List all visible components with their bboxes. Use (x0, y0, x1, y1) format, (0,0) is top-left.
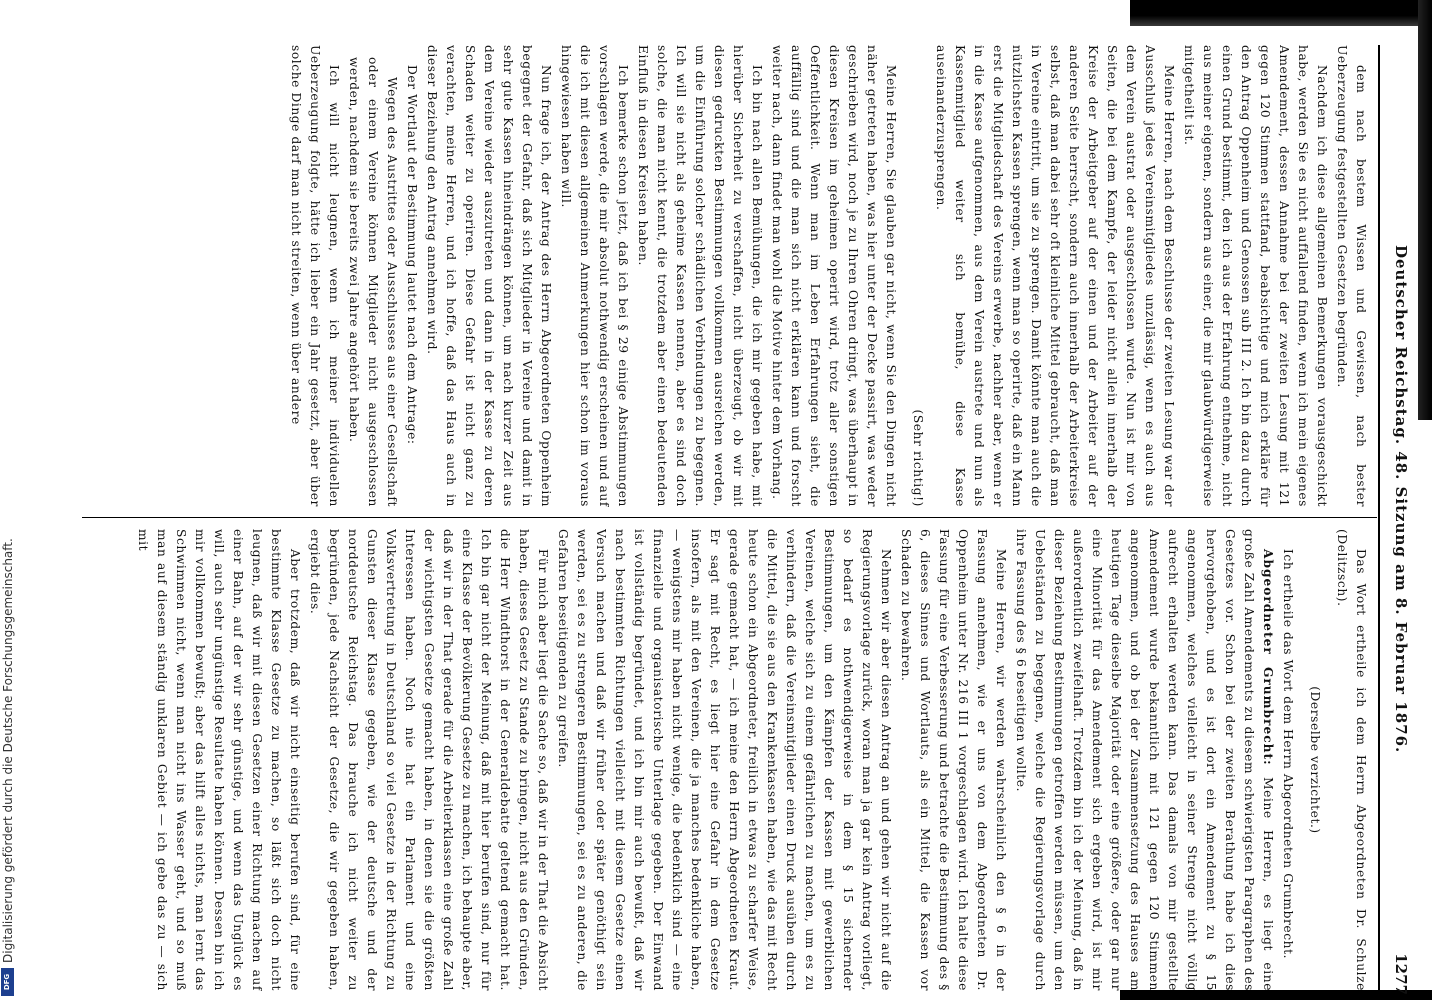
scan-edge-right (1418, 0, 1432, 420)
paragraph: Meine Herren, nach dem Beschlusse der zweiten Lesung war der Ausschluß jedes Vereinsmitgliedes unzulässig, wenn es auch aus dem Verein austrat oder ausgeschlossen wurde. Nun ist mir von Seiten, die bei dem Kampfe, der leider nicht allein innerhalb der Kreise der Arbeitgeber auf der einen und der Arbeiter auf der anderen Seite herrscht, sondern auch innerhalb der Arbeiterkreise selbst, daß man dabei sehr oft kleinliche Mittel gebraucht, daß man in Vereine eintritt, um sie zu sprengen. Damit könnte man auch die nützlichsten Kassen sprengen, wenn man so operirte, daß ein Mann erst die Mitgliedschaft des Vereins erwerbe, nachher aber, wenn er in die Kasse aufgenommen, aus dem Verein austrete und nun als Kassenmitglied weiter sich bemühe, diese Kasse auseinanderzusprengen. (934, 45, 1176, 507)
document-page (80, 45, 1410, 995)
speech-paragraph (1011, 529, 1277, 991)
paragraph: Meine Herren, Sie glauben gar nicht, wenn Sie den Dingen nicht näher getreten haben, was hier unter der Decke passirt, was weder geschrieben wird, noch je zu Ihren Ohren dringt, was überhaupt in diesen Kreisen im geheimen operirt wird, trotz aller sonstigen Oeffentlichkeit. Wenn man im Leben Erfahrungen sieht, die auffällig sind und die man sich nicht erklären kann und forscht weiter nach, dann findet man wohl die Motive hinter dem Vorhang. (770, 45, 898, 507)
dfg-logo (1, 968, 14, 996)
paragraph: dem nach bestem Wissen und Gewissen, nach bester Ueberzeugung festgestellten Gesetzen begründen. (1335, 45, 1368, 507)
dfg-logo-text: DFG (3, 973, 12, 991)
paragraph: Meine Herren, wir werden wahrscheinlich den § 6 in der Fassung annehmen, wie er uns von dem Abgeordneten Dr. Oppenheim unter Nr. 216 III 1 vorgeschlagen wird. Ich halte diese Fassung für eine Verbesserung und betrachte die Bestimmung des § 6, dieses Sinnes und Wortlauts, als ein Mittel, die Kassen vor Schaden zu bewahren. (899, 529, 1008, 991)
paragraph: Nehmen wir aber diesen Antrag an und gehen wir nicht auf die Regierungsvorlage zurück, woran man ja gar kein Antrag vorliegt, so bedarf es nothwendigerweise in dem § 15 sichernder Bestimmungen, um den Kämpfen der Kassen mit gewerblichen Vereinen, welche sich zu einem gefährlichen zu machen, um es zu verhindern, daß die Vereinsmitglieder einen Druck ausüben durch die Mittel, die sie aus den Krankenkassen haben, wie das mit Recht heute schon ein Abgeordneter, freilich in etwas zu scharfer Weise, gerade gemacht hat, — ich meine den Herrn Abgeordneten Kraut. Er sagt mit Recht, es liegt hier eine Gefahr in dem Gesetze insofern, als mit den Vereinen, die ja manches bedenkliche haben, — wenigstens mir haben nicht wenige, die bedenklich sind — eine finanzielle und organisatorische Unterlage gegeben. Der Einwand ist vollständig begründet, und ich bin mir auch bewußt, daß wir nach bestimmten Richtungen vielleicht mit diesem Gesetze einen Versuch machen und daß wir früher oder später genöthigt sein werden, sei es zu strengeren Bestimmungen, sei es zu anderen, die Gefahren beseitigenden zu greifen. (556, 529, 893, 991)
paragraph: Der Wortlaut der Bestimmung lautet nach dem Antrage: (405, 65, 419, 445)
paragraph: Ich bemerke schon jetzt, daß ich bei § 29 einige Abstimmungen vorschlagen werde, die mir absolut nothwendig erscheinen und auf die ich mit diesen allgemeinen Anmerkungen hier schon im voraus hingewiesen haben will. (559, 45, 630, 507)
quoted-text: Wegen des Austrittes oder Ausschlusses aus einer Gesellschaft oder einem Vereine können Mitglieder nicht ausgeschlossen werden, nachdem sie bereits zwei Jahre angehört haben. (347, 57, 399, 507)
interjection: (Sehr richtig!) (911, 409, 925, 507)
paragraph: Ich bin nach allen Bemühungen, die ich mir gegeben habe, mit hierüber Sicherheit zu verschaffen, nicht überzeugt, ob wir mit diesen gedruckten Bestimmungen vollkommen ausreichen werden, um die Einführung solcher schädlichen Verbindungen zu begegnen. Ich will sie nicht als geheime Kassen nennen, aber es sind doch solche, die man nicht kennt, die trotzdem aber einen bedeutenden Einfluß in diesen Kreisen haben. (636, 45, 764, 507)
paragraph: Das Wort ertheile ich dem Herrn Abgeordneten Dr. Schulze (Delitzsch). (1335, 529, 1368, 991)
paragraph: Nun frage ich, der Antrag des Herrn Abgeordneten Oppenheim begegnet der Gefahr, daß sich Mitglieder in Vereine und damit in sehr gute Kassen hineindrängen können, um nach kurzer Zeit aus dem Vereine wieder auszutreten und dann in der Kasse zu deren Schaden weiter zu operiren. Diese Gefahr ist nicht ganz zu verachten, meine Herren, und ich hoffe, daß das Haus auch in dieser Beziehung den Antrag annehmen wird. (425, 45, 553, 507)
page-header (1382, 45, 1410, 995)
paragraph: Für mich aber liegt die Sache so, daß wir in der That die Absicht haben, dieses Gesetz zu Stande zu bringen, nicht aus den Gründen, die Herr Windthorst in der Generaldebatte geltend gemacht hat. Ich bin gar nicht der Meinung, daß mit hier berufen sind, nur für eine Klasse der Bevölkerung Gesetze zu machen, ich behaupte aber, daß wir in der That gerade für die Arbeiterklassen eine große Zahl der wichtigsten Gesetze gemacht haben, in denen sie die größten Interessen haben. Noch nie hat ein Parlament und eine Volksvertretung in Deutschland so viel Gesetze in der Richtung zu Gunsten dieser Klasse gegeben, wie der deutsche und der norddeutsche Reichstag. Das brauche ich nicht weiter zu begründen, jede Nachsicht der Gesetze, die wir gegeben haben, ergiebt dies. (308, 529, 550, 991)
paragraph: Ich will nicht leugnen, wenn ich meiner individuellen Ueberzeugung folgte, hätte ich lieber ein Jahr gesetzt, aber über solche Dinge darf man nicht streiten, wenn über andere (289, 45, 341, 507)
header-rule (1378, 45, 1380, 995)
text-column-right (85, 529, 1370, 991)
digitization-credit: Digitalisierung gefördert durch die Deutsche Forschungsgemeinschaft. (1, 538, 15, 963)
running-head: Deutscher Reichstag. 48. Sitzung am 8. Februar 1876. (1392, 244, 1410, 754)
speech-text: Meine Herren, es liegt eine große Zahl Amendements zu diesem schwierigsten Paragraphen des Gesetzes vor. Schon bei der zweiten Berathung habe ich dies hervorgehoben, und es ist dort ein Amendement zu § 15 angenommen, welches vielleicht in seiner Strenge nicht völlig aufrecht erhalten werden kann. Das damals von mir gestellte Amendement wurde bekanntlich mit 121 gegen 120 Stimmen angenommen, und ob bei der Zusammensetzung des Hauses am heutigen Tage dieselbe Majorität oder eine größere, oder gar nur eine Minorität für das Amendement sich ergeben wird, ist mir außerordentlich zweifelhaft. Trotzdem bin ich der Meinung, daß in dieser Beziehung Bestimmungen getroffen werden müssen, um den Uebelständen zu begegnen, welche die Regierungsvorlage durch ihre Fassung des § 6 beseitigen wollte. (1014, 529, 1275, 991)
paragraph: Nachdem ich diese allgemeinen Bemerkungen vorausgeschickt habe, werden Sie es nicht auffallend finden, wenn ich mein eigenes Amendement, dessen Annahme bei der zweiten Lesung mit 121 gegen 120 Stimmen stattfand, beabsichtige und mich erkläre für den Antrag Oppenheim und Genossen sub III 2. Ich bin dazu durch einen Grund bestimmt, den ich aus der Erfahrung entnehme, nicht aus meiner eigenen, sondern aus einer, die mir glaubwürdigerweise mitgetheilt ist. (1182, 45, 1329, 507)
column-divider (82, 517, 1377, 518)
scan-edge-top (1130, 0, 1432, 26)
text-column-left (85, 45, 1370, 507)
speaker-name: Abgeordneter Grumbrecht: (1261, 549, 1275, 766)
stage-direction: (Derselbe verzichtet.) (1308, 686, 1322, 834)
page-number: 1277 (1392, 953, 1410, 995)
paragraph: Aber trotzdem, daß wir nicht einseitig berufen sind, für eine bestimmte Klasse Gesetze zu machen, so läßt sich doch nicht leugnen, daß wir mit diesen Gesetzen einer Richtung machen auf einer Bahn, auf der wir sehr günstige, und wenn das Unglück es will, auch sehr ungünstige Resultate haben können. Dessen bin ich mir vollkommen bewußt; aber das hilft alles nichts, man lernt das Schwimmen nicht, wenn man nicht ins Wasser geht, und so muß man auf diesem ständig unklaren Gebiet — ich gebe das zu — sich mit (136, 529, 302, 991)
paragraph: Ich ertheile das Wort dem Herrn Abgeordneten Grumbrecht. (1281, 549, 1295, 960)
